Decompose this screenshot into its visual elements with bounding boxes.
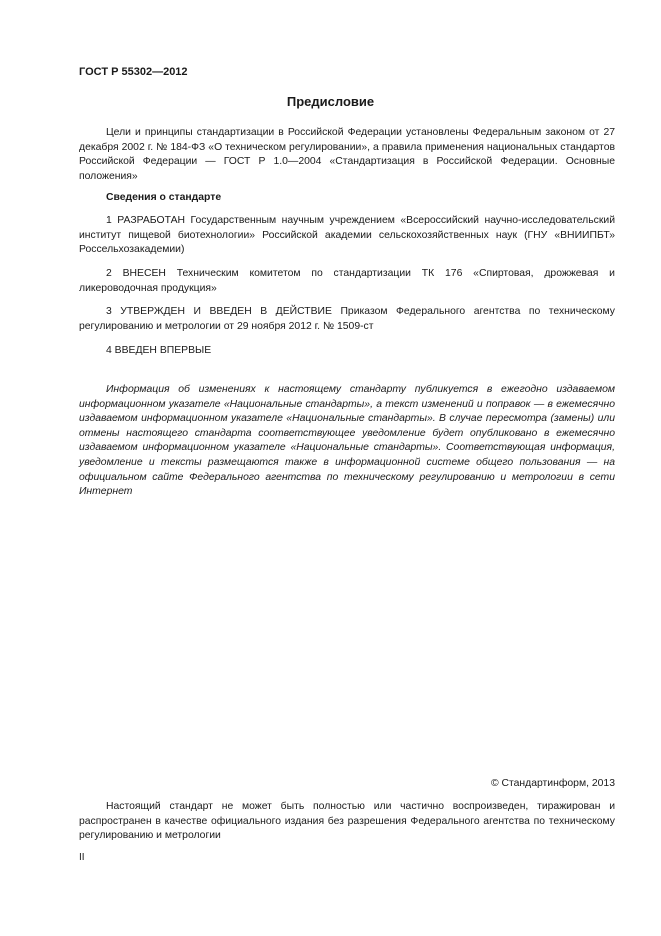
reproduction-notice: Настоящий стандарт не может быть полностью или частично воспроизведен, тиражирован и распространен в качестве официального издания без разрешения Федерального агентства по техническому регулированию и метрологии [79,801,615,842]
standard-id-header: ГОСТ Р 55302—2012 [79,66,188,78]
item-developed: 1 РАЗРАБОТАН Государственным научным учреждением «Всероссийский научно-исследовательский институт пищевой биотехнологии» Российской академии сельскохозяйственных наук (ГНУ «ВНИИПБТ» Россельхозакадемии) [79,215,615,256]
intro-paragraph: Цели и принципы стандартизации в Российской Федерации установлены Федеральным законом от 27 декабря 2002 г. № 184-ФЗ «О техническом регулировании», а правила применения национальных стандартов Российской Федерации — ГОСТ Р 1.0—2004 «Стандартизация в Российской Федерации. Основные положения» [79,127,615,182]
info-heading: Сведения о стандарте [106,192,222,203]
page-number: II [79,852,85,863]
item-first-introduced: 4 ВВЕДЕН ВПЕРВЫЕ [106,345,212,356]
item-approved: 3 УТВЕРЖДЕН И ВВЕДЕН В ДЕЙСТВИЕ Приказом Федерального агентства по техническому регулированию и метрологии от 29 ноября 2012 г. № 1509-ст [79,306,615,332]
changes-notice: Информация об изменениях к настоящему стандарту публикуется в ежегодно издаваемом информационном указателе «Национальные стандарты», а текст изменений и поправок — в ежемесячно издаваемом информационном указателе «Национальные стандарты». В случае пересмотра (замены) или отмены настоящего стандарта соответствующее уведомление будет опубликовано в ежемесячно издаваемом информационном указателе «Национальные стандарты». Соответствующая информация, уведомление и тексты размещаются также в информационной системе общего пользования — на официальном сайте Федерального агентства по техническому регулированию и метрологии в сети Интернет [79,384,615,498]
page-title: Предисловие [286,94,375,109]
copyright: © Стандартинформ, 2013 [490,778,615,789]
item-introduced: 2 ВНЕСЕН Техническим комитетом по стандартизации ТК 176 «Спиртовая, дрожжевая и ликероводочная продукция» [79,268,615,294]
